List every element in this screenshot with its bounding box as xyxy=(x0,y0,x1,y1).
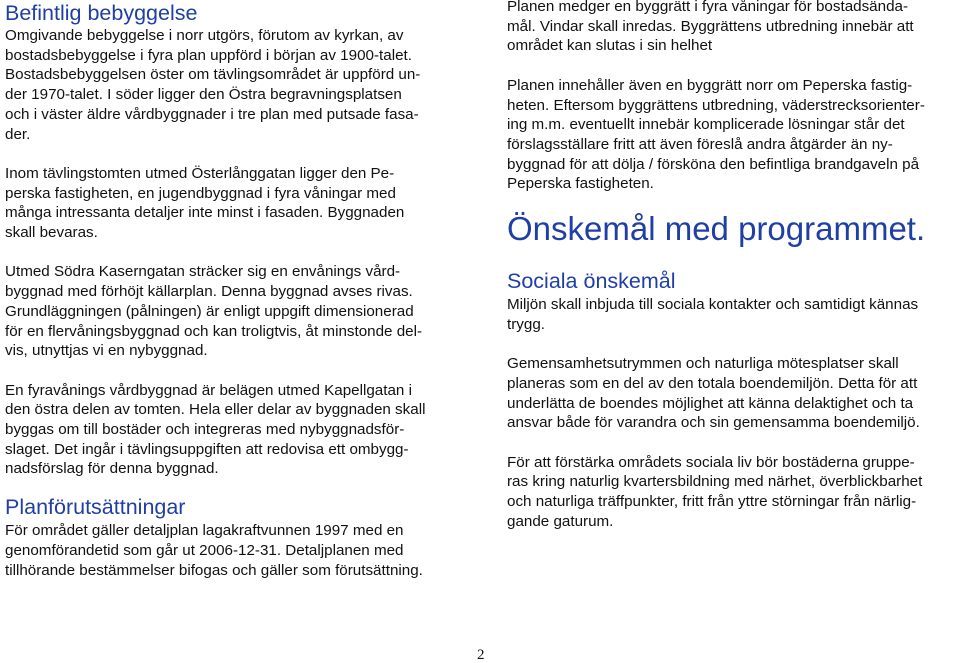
text-line: den östra delen av tomten. Hela eller delar av byggnaden skall xyxy=(5,401,426,419)
text-line: förslagsställare fritt att även föreslå andra åtgärder än ny- xyxy=(507,135,893,153)
left-column xyxy=(5,0,453,580)
heading-planforutsattningar: Planförutsättningar xyxy=(5,495,186,520)
paragraph xyxy=(507,76,955,194)
text-line: gande gaturum. xyxy=(507,512,614,530)
text-line: Planen medger en byggrätt i fyra våningar för bostadsända- xyxy=(507,0,909,15)
paragraph xyxy=(5,262,453,361)
paragraph xyxy=(507,354,955,433)
heading-sociala-onskemal: Sociala önskemål xyxy=(507,269,676,294)
text-line: skall bevaras. xyxy=(5,224,98,242)
paragraph xyxy=(507,295,955,334)
text-line: der 1970-talet. I söder ligger den Östra begravningsplatsen xyxy=(5,86,402,104)
paragraph xyxy=(5,26,453,144)
text-line: och i väster äldre vårdbyggnader i tre plan med putsade fasa- xyxy=(5,105,419,123)
text-line: mål. Vindar skall inredas. Byggrättens utbredning innebär att xyxy=(507,17,914,35)
text-line: bostadsbebyggelse i fyra plan uppförd i början av 1900-talet. xyxy=(5,46,412,64)
text-line: För området gäller detaljplan lagakraftvunnen 1997 med en xyxy=(5,522,404,540)
text-line: vis, utnyttjas vi en nybyggnad. xyxy=(5,342,208,360)
heading-onskemal-med-programmet: Önskemål med programmet. xyxy=(507,210,926,248)
text-line: området kan slutas i sin helhet xyxy=(507,37,713,55)
text-line: tillhörande bestämmelser bifogas och gäller som förutsättning. xyxy=(5,561,423,579)
text-line: planeras som en del av den totala boendemiljön. Detta för att xyxy=(507,374,918,392)
text-line: För att förstärka områdets sociala liv bör bostäderna gruppe- xyxy=(507,453,915,471)
text-line: Bostadsbebyggelsen öster om tävlingsområdet är uppförd un- xyxy=(5,66,421,84)
text-line: Peperska fastigheten. xyxy=(507,175,654,193)
text-line: byggnad med förhöjt källarplan. Denna byggnad avses rivas. xyxy=(5,283,413,301)
text-line: ing m.m. eventuellt innebär komplicerade lösningar står det xyxy=(507,116,905,134)
text-line: Miljön skall inbjuda till sociala kontakter och samtidigt kännas xyxy=(507,296,919,314)
text-line: der. xyxy=(5,125,31,143)
paragraph xyxy=(507,453,955,532)
text-line: Planen innehåller även en byggrätt norr om Peperska fastig- xyxy=(507,76,913,94)
text-line: genomförandetid som går ut 2006-12-31. Detaljplanen med xyxy=(5,541,404,559)
paragraph xyxy=(5,521,453,580)
text-line: många intressanta detaljer inte minst i fasaden. Byggnaden xyxy=(5,204,405,222)
text-line: heten. Eftersom byggrättens utbredning, väderstrecksorienter- xyxy=(507,96,925,114)
heading-befintlig-bebyggelse: Befintlig bebyggelse xyxy=(5,1,198,25)
text-line: byggas om till bostäder och integreras med nybyggnadsför- xyxy=(5,421,405,439)
paragraph xyxy=(5,381,453,480)
text-line: och naturliga träffpunkter, fritt från yttre störningar från närlig- xyxy=(507,493,917,511)
text-line: nadsförslag för denna byggnad. xyxy=(5,460,219,478)
text-line: slaget. Det ingår i tävlingsuppgiften att redovisa ett ombygg- xyxy=(5,440,409,458)
text-line: ansvar både för varandra och sin gemensamma boendemiljö. xyxy=(507,414,920,432)
text-line: Omgivande bebyggelse i norr utgörs, förutom av kyrkan, av xyxy=(5,27,404,44)
text-line: trygg. xyxy=(507,315,545,333)
paragraph xyxy=(507,0,955,56)
text-line: En fyravånings vårdbyggnad är belägen utmed Kapellgatan i xyxy=(5,381,412,399)
text-line: för en flervåningsbyggnad och kan troligtvis, åt minstonde del- xyxy=(5,322,423,340)
page-number: 2 xyxy=(477,647,485,663)
paragraph xyxy=(5,164,453,243)
text-line: Grundläggningen (pålningen) är enligt uppgift dimensionerad xyxy=(5,302,414,320)
text-line: byggnad för att dölja / försköna den befintliga brandgaveln på xyxy=(507,155,920,173)
text-line: Utmed Södra Kaserngatan sträcker sig en envånings vård- xyxy=(5,263,401,281)
text-line: Gemensamhetsutrymmen och naturliga mötesplatser skall xyxy=(507,355,899,373)
text-line: underlätta de boendes möjlighet att känna delaktighet och ta xyxy=(507,394,914,412)
text-line: perska fastigheten, en jugendbyggnad i fyra våningar med xyxy=(5,184,396,202)
right-column xyxy=(507,0,955,531)
text-line: ras kring naturlig kvartersbildning med närhet, överblickbarhet xyxy=(507,473,923,491)
text-line: Inom tävlingstomten utmed Österlånggatan ligger den Pe- xyxy=(5,164,395,182)
